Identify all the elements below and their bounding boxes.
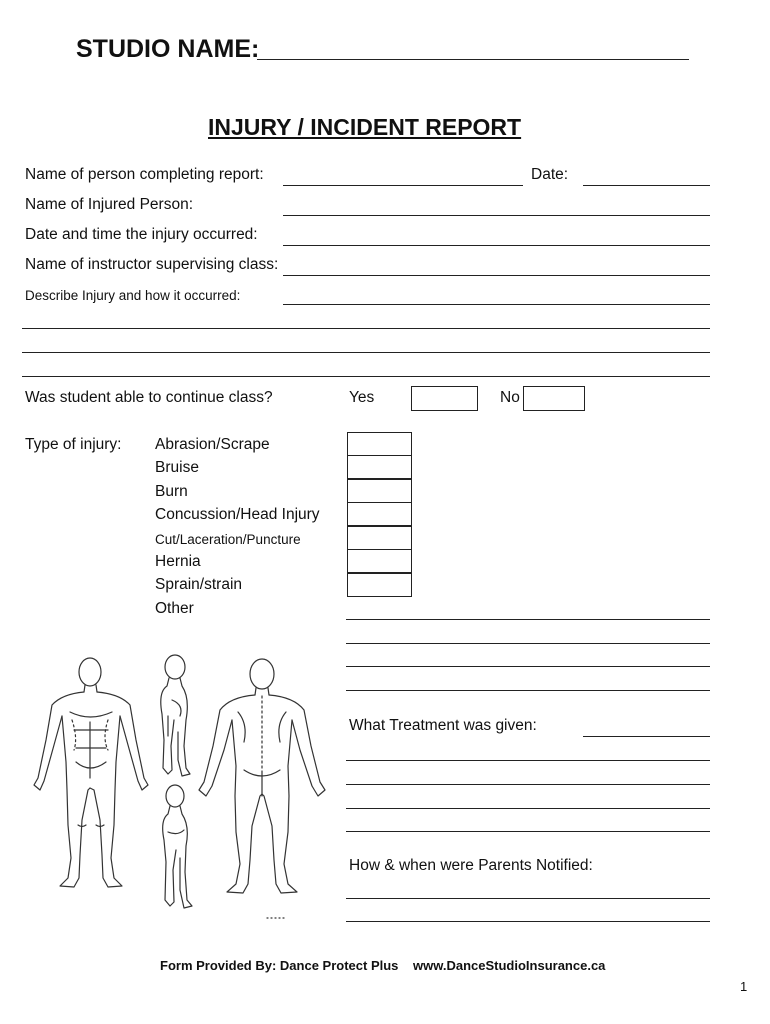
describe-field-line-1[interactable]: [283, 304, 710, 305]
instructor-field[interactable]: [283, 275, 710, 276]
page-number: 1: [740, 979, 748, 994]
describe-field-line-2[interactable]: [22, 328, 710, 329]
parents-notified-label: How & when were Parents Notified:: [349, 857, 593, 874]
injury-option-bruise: Bruise: [155, 459, 199, 476]
date-field[interactable]: [583, 185, 710, 186]
injury-type-label: Type of injury:: [25, 436, 122, 453]
treatment-field-line-3[interactable]: [346, 784, 710, 785]
treatment-field-line-5[interactable]: [346, 831, 710, 832]
injury-option-other: Other: [155, 600, 194, 617]
no-checkbox[interactable]: [523, 386, 585, 411]
front-body-figure: [34, 658, 148, 887]
other-field-line-4[interactable]: [346, 690, 710, 691]
footer-provided-by: Form Provided By: Dance Protect Plus: [160, 958, 399, 973]
other-field-line-3[interactable]: [346, 666, 710, 667]
checkbox-burn[interactable]: [347, 479, 412, 503]
injury-option-burn: Burn: [155, 483, 188, 500]
instructor-label: Name of instructor supervising class:: [25, 256, 279, 273]
checkbox-abrasion[interactable]: [347, 432, 412, 456]
parents-field-line-1[interactable]: [346, 898, 710, 899]
checkbox-hernia[interactable]: [347, 549, 412, 573]
body-diagram[interactable]: [22, 650, 332, 925]
injury-option-hernia: Hernia: [155, 553, 201, 570]
checkbox-cut[interactable]: [347, 526, 412, 550]
continue-class-question: Was student able to continue class?: [25, 389, 273, 406]
yes-label: Yes: [349, 389, 375, 406]
injury-option-sprain: Sprain/strain: [155, 576, 243, 593]
studio-name-field[interactable]: [257, 59, 689, 60]
checkbox-sprain[interactable]: [347, 573, 412, 597]
checkbox-concussion[interactable]: [347, 502, 412, 526]
page-title: INJURY / INCIDENT REPORT: [208, 114, 522, 140]
date-time-label: Date and time the injury occurred:: [25, 226, 258, 243]
treatment-field-line-2[interactable]: [346, 760, 710, 761]
no-label: No: [500, 389, 520, 406]
treatment-field-line-1[interactable]: [583, 736, 710, 737]
treatment-field-line-4[interactable]: [346, 808, 710, 809]
checkbox-bruise[interactable]: [347, 455, 412, 479]
parents-field-line-2[interactable]: [346, 921, 710, 922]
other-field-line-1[interactable]: [346, 619, 710, 620]
footer-website: www.DanceStudioInsurance.ca: [413, 958, 606, 973]
date-label: Date:: [531, 166, 569, 183]
injured-person-label: Name of Injured Person:: [25, 196, 194, 213]
injury-option-abrasion: Abrasion/Scrape: [155, 436, 270, 453]
describe-label: Describe Injury and how it occurred:: [25, 288, 241, 303]
injured-person-field[interactable]: [283, 215, 710, 216]
person-completing-field[interactable]: [283, 185, 523, 186]
describe-field-line-3[interactable]: [22, 352, 710, 353]
person-completing-label: Name of person completing report:: [25, 166, 264, 183]
side-body-figure-lower: [163, 785, 192, 908]
studio-name-label: STUDIO NAME:: [76, 35, 260, 63]
back-body-figure: [199, 659, 325, 893]
injury-option-cut: Cut/Laceration/Puncture: [155, 532, 301, 547]
other-field-line-2[interactable]: [346, 643, 710, 644]
side-body-figure-upper: [161, 655, 190, 776]
treatment-label: What Treatment was given:: [349, 717, 537, 734]
injury-option-concussion: Concussion/Head Injury: [155, 506, 320, 523]
date-time-field[interactable]: [283, 245, 710, 246]
yes-checkbox[interactable]: [411, 386, 478, 411]
describe-field-line-4[interactable]: [22, 376, 710, 377]
